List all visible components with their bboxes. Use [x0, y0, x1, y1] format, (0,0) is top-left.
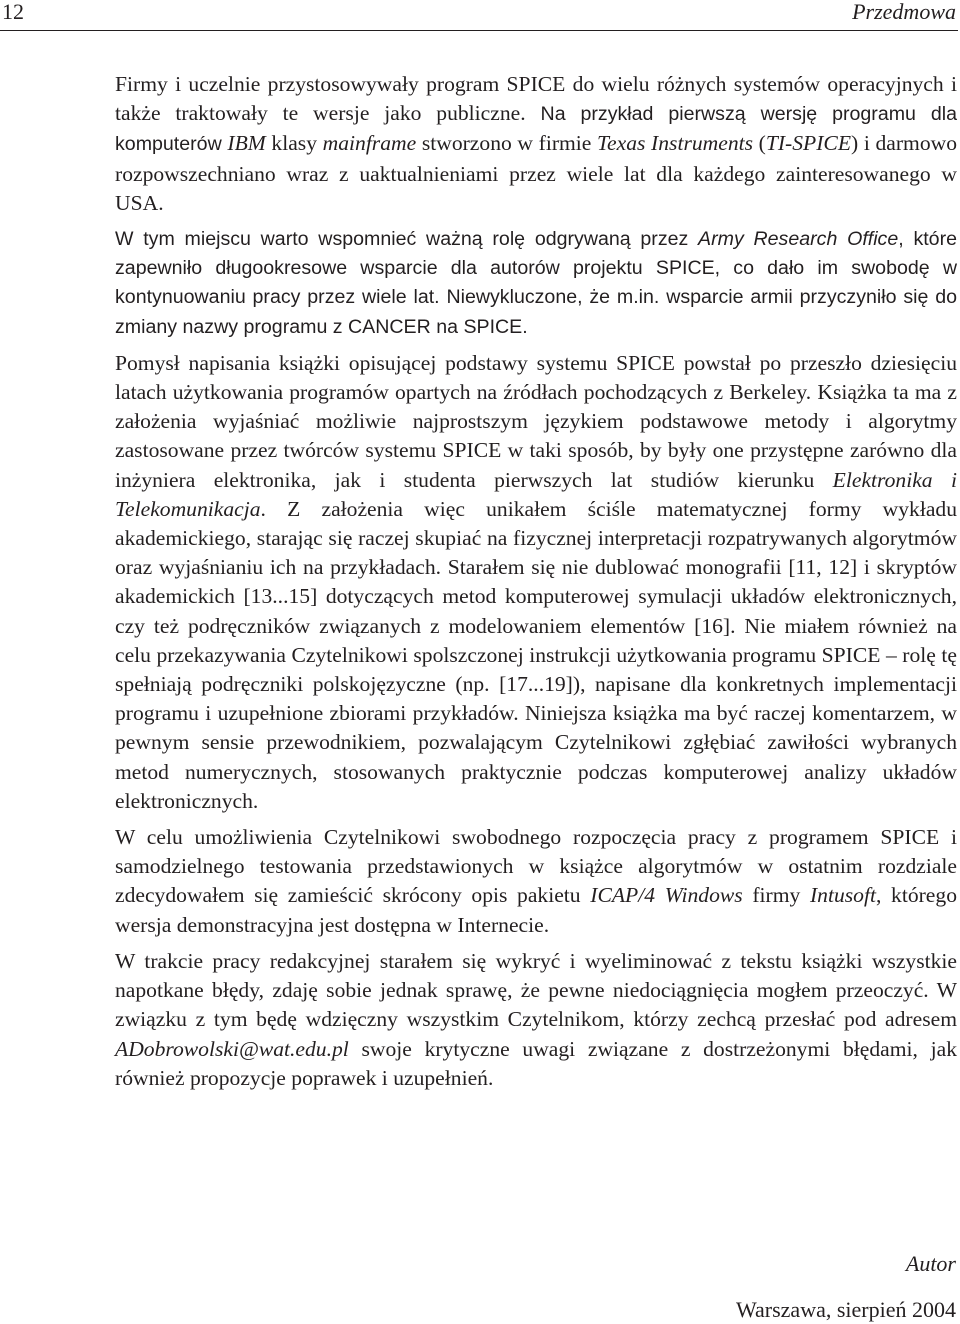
term-texas-instruments: Texas Instruments — [597, 131, 754, 156]
term-icap: ICAP/4 Windows — [590, 883, 743, 908]
text-run: . Z założenia więc unikałem ściśle matematycznej formy wykładu akademickiego, starając się raczej skupiać na fizycznej interpretacji rozpatrywanych algorytmów oraz wyjaśnianiu ich na przykładach. Starałem się nie dublować monografii [11, 12] i skryptów akademickich [13...15] dotyczących metod komputerowej symulacji układów elektronicznych, czy też podręczników związanych z modelowaniem elementów [16]. Nie miałem również na celu przekazywania Czytelnikowi spolszczonej instrukcji użytkowania programu SPICE – rolę tę spełniają podręczniki polskojęzyczne (np. [17...19]), napisane dla konkretnych implementacji programu i uzupełnione zbiorami przykładów. Niniejsza książka ma być raczej komentarzem, w pewnym sensie przewodnikiem, pozwalającym Czytelnikowi zgłębiać zawiłości wybranych metod numerycznych, stosowanych praktycznie podczas komputerowej analizy układów elektronicznych. — [115, 496, 957, 813]
text-run: firmy — [742, 883, 810, 908]
signature-author: Autor — [905, 1251, 956, 1276]
paragraph-2 — [115, 225, 957, 342]
text-run: Pomysł napisania książki opisującej podstawy systemu SPICE powstał po przeszło dziesięciu latach użytkowania programów opartych na źródłach pochodzących z Berkeley. Książka ta ma z założenia wyjaśniać możliwie najprostszym językiem podstawowe metody i algorytmy zastosowane przez twórców systemu SPICE w taki sposób, by były one przystępne zarówno dla inżyniera elektronika, jak i studenta pierwszych lat studiów kierunku — [115, 350, 957, 492]
term-ti-spice: TI-SPICE — [765, 131, 852, 156]
text-run: W trakcie pracy redakcyjnej starałem się wykryć i wyeliminować z tekstu książki wszystkie napotkane błędy, zdaję sobie jednak sprawę, że pewne niedociągnięcia mogłem przeoczyć. W związku z tym będę wdzięczny wszystkim Czytelnikom, którzy zechcą przesłać pod adresem — [115, 948, 957, 1032]
signature-block — [736, 1250, 956, 1324]
term-army-research-office: Army Research Office — [698, 228, 899, 251]
text-run: Na przykład pierwszą wersję programu dla komputerów — [115, 103, 957, 156]
term-kierunek: Elektronika i Telekomunikacja — [115, 467, 957, 521]
preface-body — [115, 70, 957, 1093]
page-number: 12 — [2, 0, 24, 24]
text-run: Firmy i uczelnie przystosowywały program SPICE do wielu różnych systemów operacyjnych i także traktowały te wersje jako publiczne. — [115, 72, 957, 126]
paragraph-1 — [115, 70, 957, 218]
text-run: W tym miejscu warto wspomnieć ważną rolę odgrywaną przez — [115, 228, 699, 251]
text-run: W celu umożliwienia Czytelnikowi swobodnego rozpoczęcia pracy z programem SPICE i samodzielnego testowania przedstawionych w książce algorytmów w ostatnim rozdziale zdecydowałem się zamieścić skrócony opis pakietu — [115, 825, 957, 908]
text-run: ) i darmowo rozpowszechniano wraz z uaktualnieniami przez wiele lat dla każdego zainteresowanego w USA. — [115, 131, 958, 215]
term-intusoft: Intusoft — [809, 883, 876, 908]
paragraph-4 — [115, 823, 957, 940]
paragraph-3 — [115, 349, 957, 816]
term-ibm: IBM — [227, 131, 266, 156]
text-run: , którego wersja demonstracyjna jest dostępna w Internecie. — [115, 883, 957, 937]
email-address: ADobrowolski@wat.edu.pl — [115, 1036, 349, 1061]
text-run: klasy — [265, 131, 323, 156]
text-run: stworzono w firmie — [416, 131, 598, 156]
running-title: Przedmowa — [852, 0, 956, 24]
signature-place-date: Warszawa, sierpień 2004 — [736, 1297, 956, 1322]
text-run: swoje krytyczne uwagi związane z dostrzeżonymi błędami, jak również propozycje poprawek i uzupełnień. — [115, 1036, 957, 1090]
text-run: , które zapewniło długookresowe wsparcie dla autorów projektu SPICE, co dało im swobodę w kontynuowaniu pracy przez wiele lat. Niewykluczone, że m.in. wsparcie armii przyczyniło się do zmiany nazwy programu z CANCER na SPICE. — [115, 228, 957, 338]
text-run: ( — [753, 131, 766, 156]
page-header — [0, 0, 958, 31]
term-mainframe: mainframe — [322, 131, 417, 156]
paragraph-5 — [115, 947, 957, 1093]
